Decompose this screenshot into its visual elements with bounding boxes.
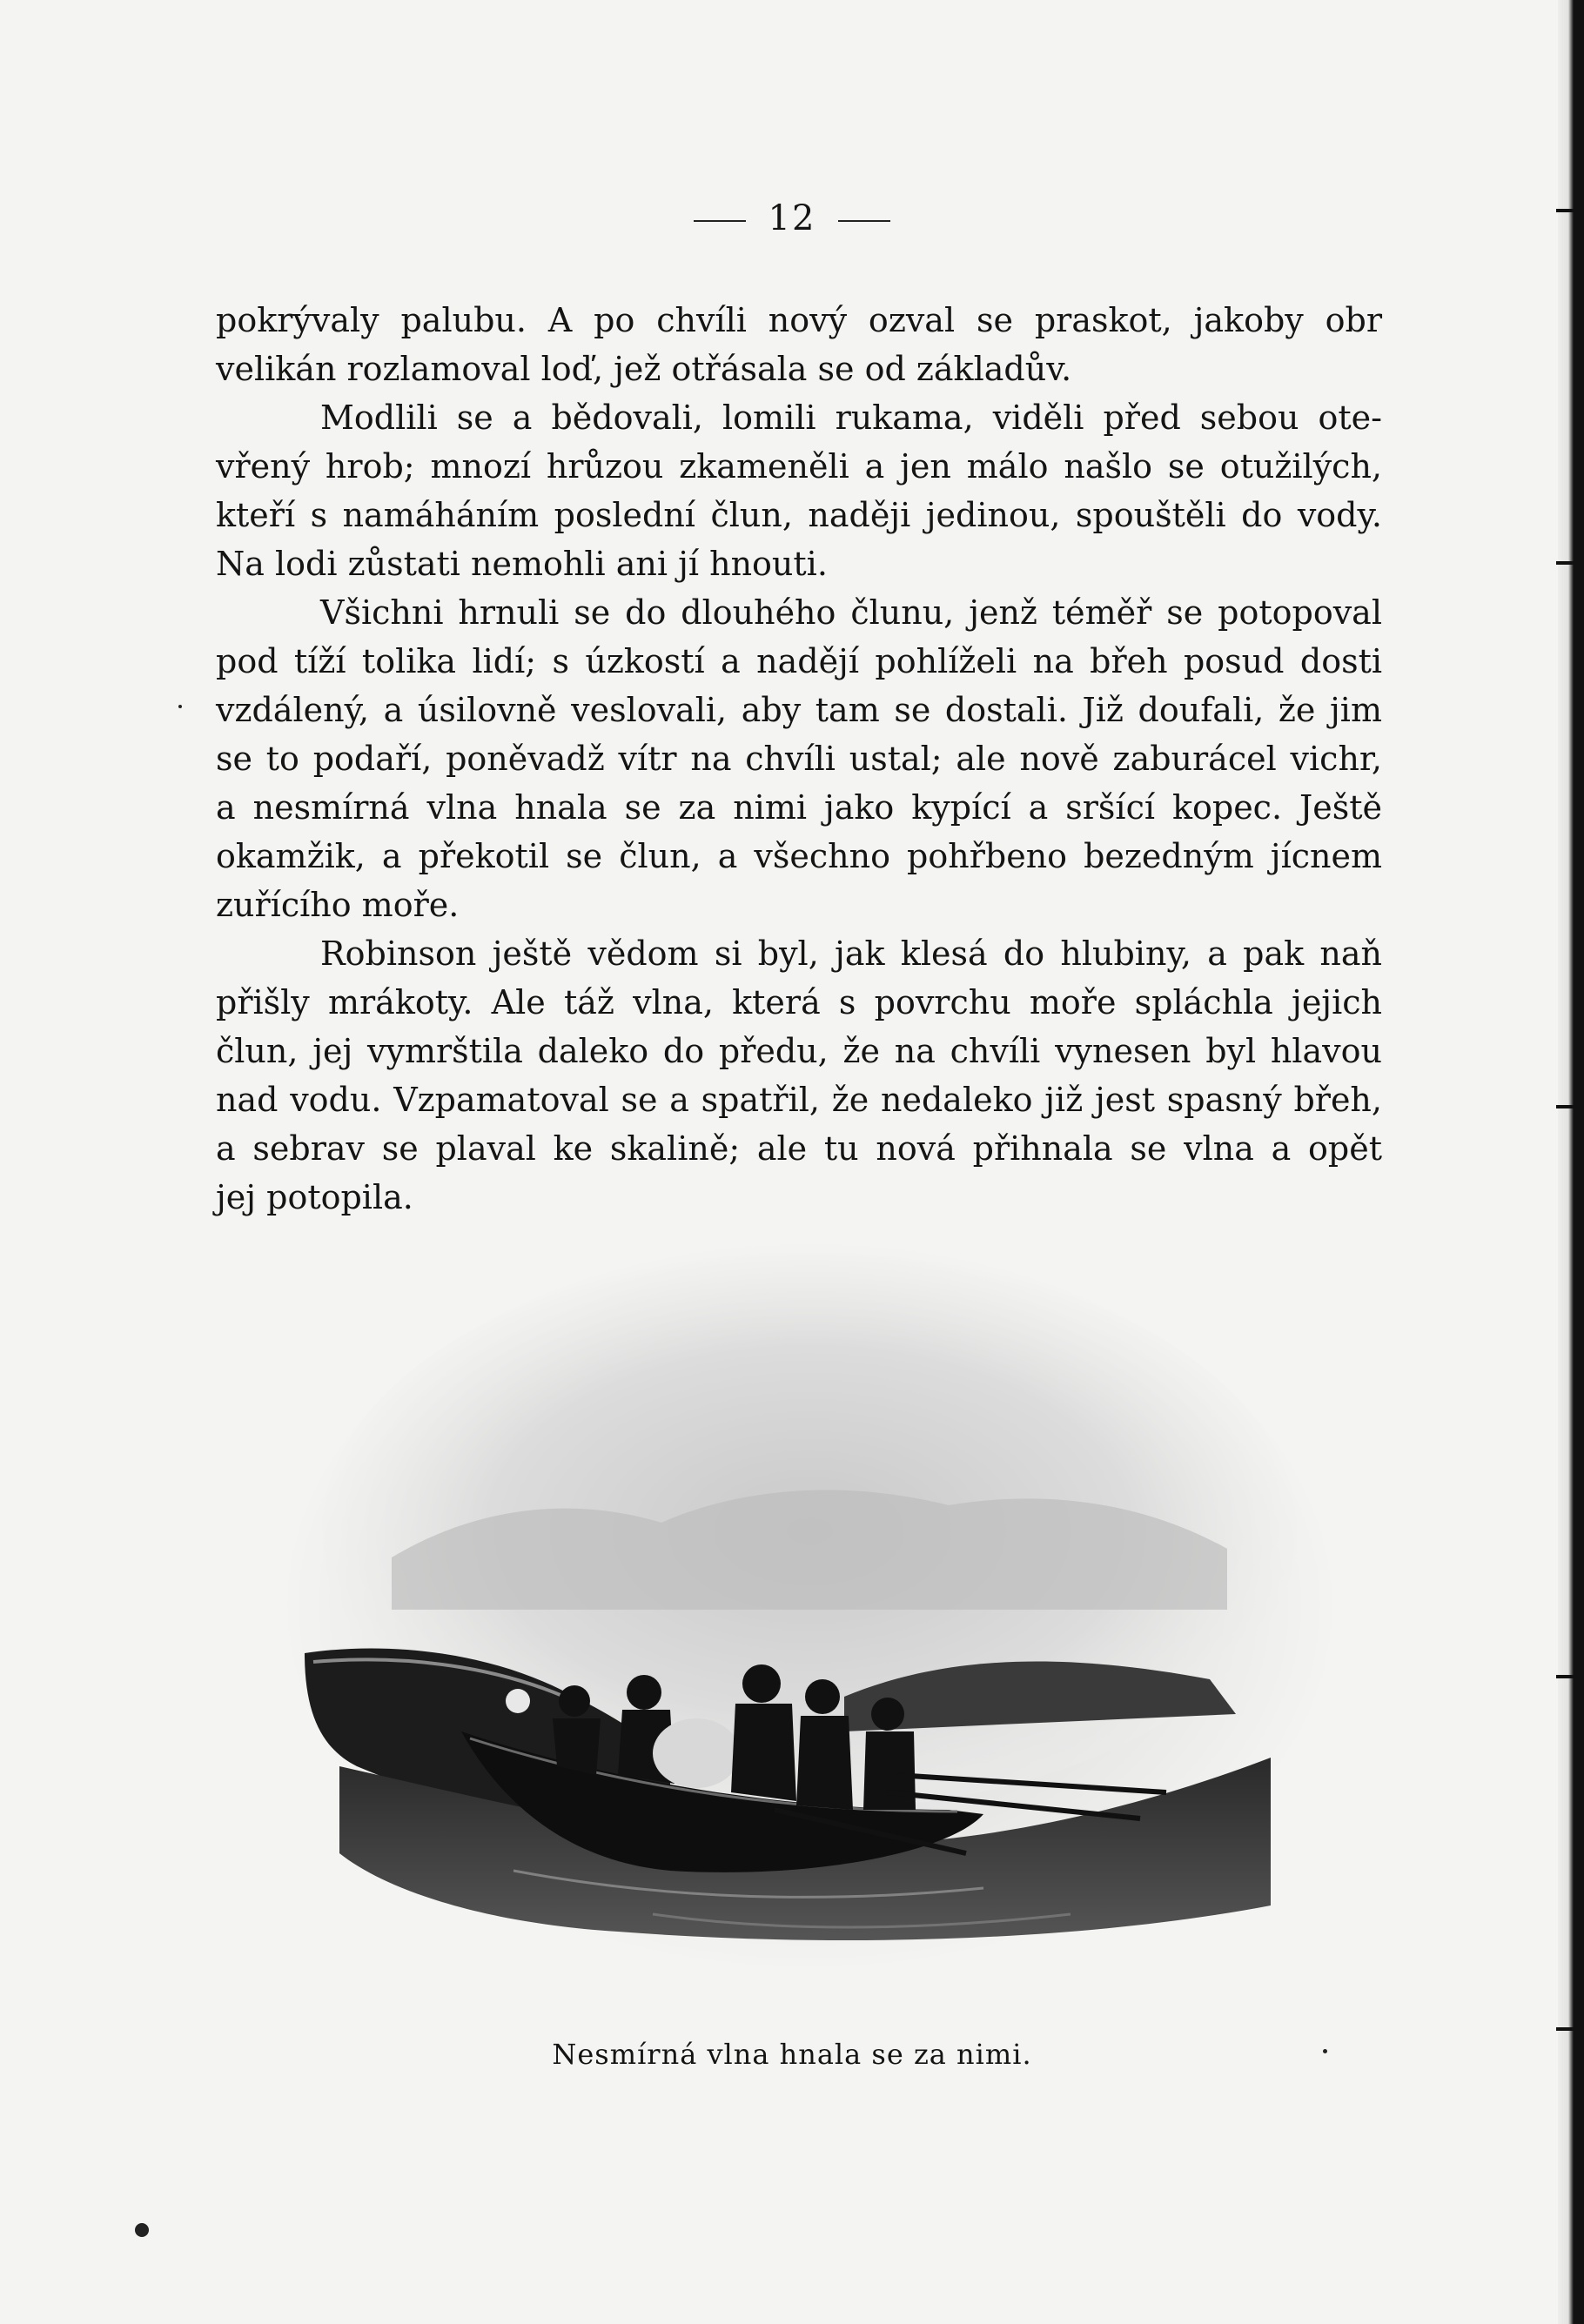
text-line: a sebrav se plaval ke skalině; ale tu nová přihnala se vlna a opět	[216, 1129, 1382, 1168]
text-line: Robinson ještě vědom si byl, jak klesá do hlubiny, a pak naň	[320, 934, 1382, 973]
text-line: pod tíží tolika lidí; s úzkostí a nadějí pohlíželi na břeh posud dosti	[216, 642, 1382, 680]
text-line: Všichni hrnuli se do dlouhého člunu, jenž téměř se potopoval	[320, 593, 1382, 632]
edge-mark	[1556, 1675, 1579, 1678]
text-line: člun, jej vymrštila daleko do předu, že na chvíli vynesen byl hlavou	[216, 1032, 1382, 1070]
figure-head-light	[506, 1689, 530, 1713]
edge-mark	[1556, 561, 1579, 565]
body-text	[216, 296, 1382, 1222]
dash-right	[838, 220, 890, 222]
illustration-boat-in-storm	[287, 1244, 1332, 1966]
text-line: pokrývaly palubu. A po chvíli nový ozval se praskot, jakoby obr	[216, 301, 1382, 339]
text-line: přišly mrákoty. Ale táž vlna, která s povrchu moře spláchla jejich	[216, 983, 1382, 1021]
page-number	[0, 198, 1584, 238]
page-edge	[1558, 0, 1584, 2324]
text-line: a nesmírná vlna hnala se za nimi jako kypící a sršící kopec. Ještě	[216, 788, 1382, 827]
text-line: velikán rozlamoval loď, jež otřásala se od základův.	[216, 350, 1072, 388]
text-line: se to podaří, poněvadž vítr na chvíli ustal; ale nově zaburácel vichr,	[216, 740, 1382, 778]
text-line: Na lodi zůstati nemohli ani jí hnouti.	[216, 545, 828, 583]
text-line: Modlili se a bědovali, lomili rukama, viděli před sebou ote-	[320, 398, 1382, 437]
edge-mark	[1556, 1105, 1579, 1108]
text-line: jej potopila.	[216, 1178, 413, 1216]
text-line: okamžik, a překotil se člun, a všechno pohřbeno bezedným jícnem	[216, 837, 1382, 875]
print-speck	[178, 705, 182, 708]
figure-caption: Nesmírná vlna hnala se za nimi.	[552, 2038, 1032, 2071]
edge-mark	[1556, 2027, 1579, 2031]
text-line: zuřícího moře.	[216, 886, 460, 924]
dash-left	[694, 220, 746, 222]
print-speck	[1323, 2049, 1327, 2053]
page-number-value: 12	[768, 198, 816, 238]
text-line: vřený hrob; mnozí hrůzou zkameněli a jen málo našlo se otužilých,	[216, 447, 1382, 486]
print-speck	[135, 2223, 149, 2237]
text-line: kteří s namáháním poslední člun, naději jedinou, spouštěli do vody.	[216, 496, 1382, 534]
text-line: vzdálený, a úsilovně veslovali, aby tam se dostali. Již doufali, že jim	[216, 691, 1382, 729]
text-line: nad vodu. Vzpamatoval se a spatřil, že nedaleko již jest spasný břeh,	[216, 1081, 1382, 1119]
